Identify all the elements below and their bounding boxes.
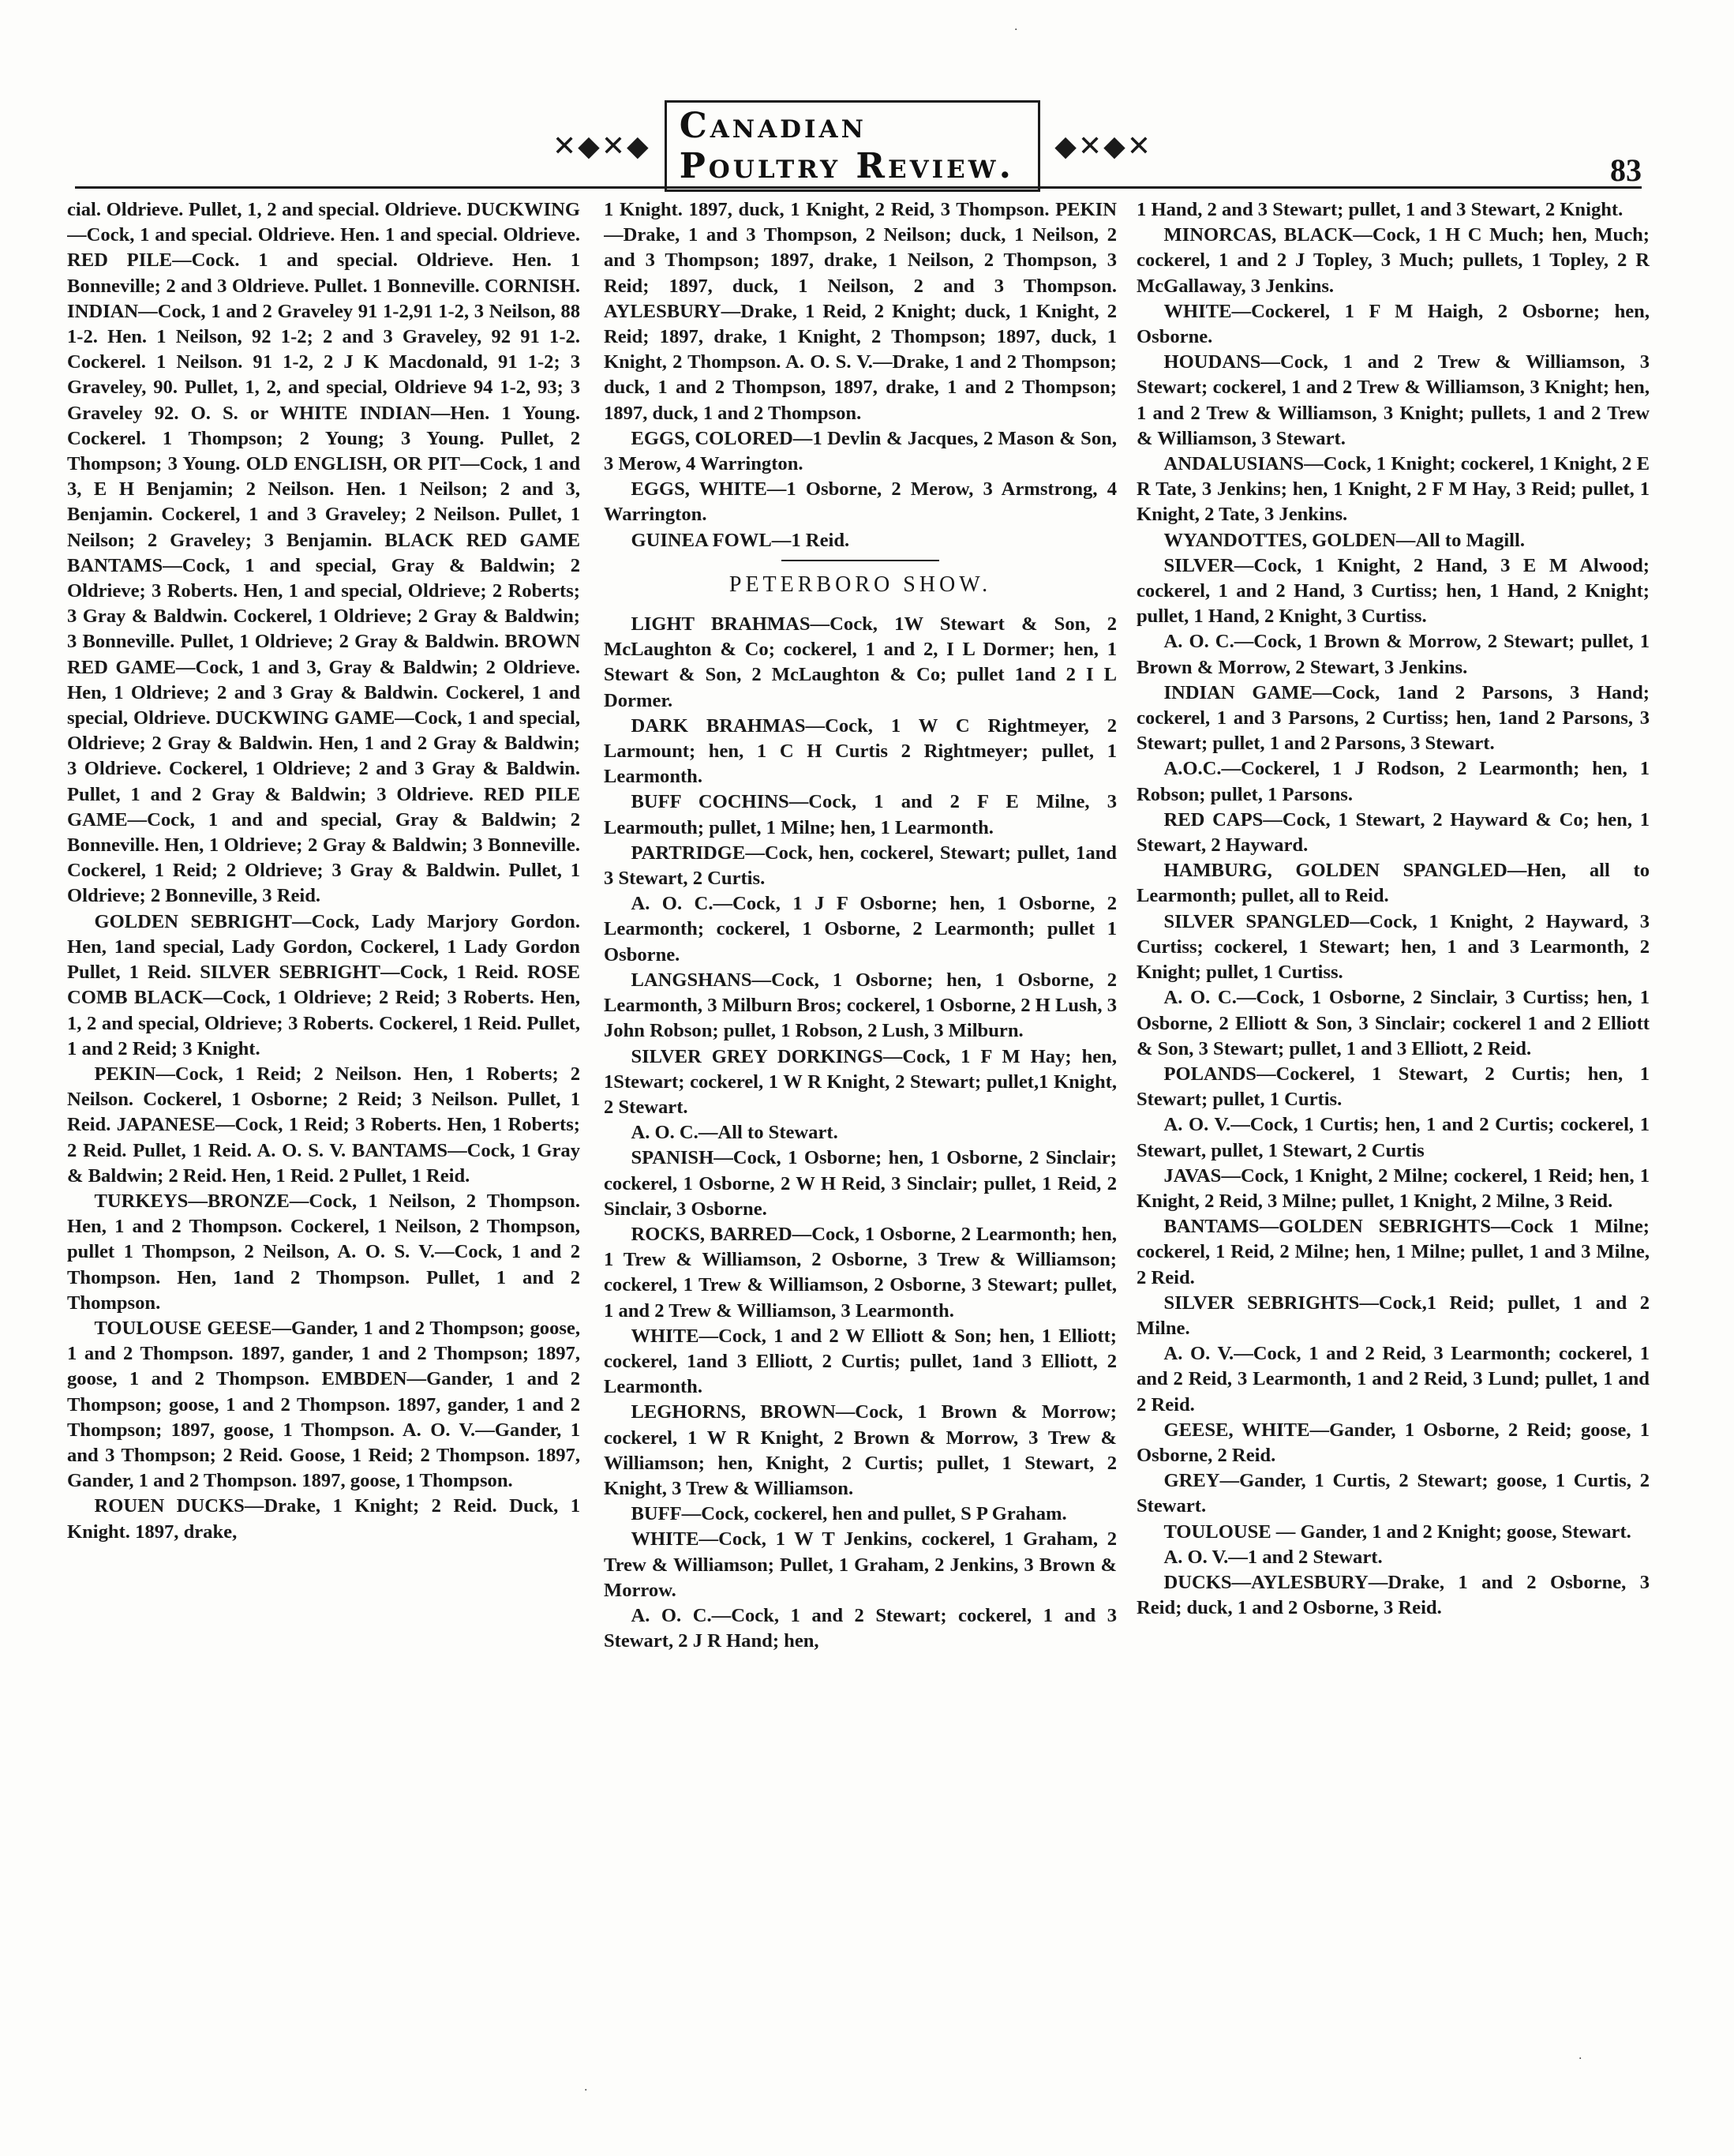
paragraph: A.O.C.—Cockerel, 1 J Rodson, 2 Learmonth; hen, 1 Robson; pullet, 1 Parsons. — [1137, 758, 1650, 805]
paragraph: PARTRIDGE—Cock, hen, cockerel, Stewart; pullet, 1and 3 Stewart, 2 Curtis. — [604, 842, 1117, 890]
paragraph: DUCKS—AYLESBURY—Drake, 1 and 2 Osborne, 3 Reid; duck, 1 and 2 Osborne, 3 Reid. — [1137, 1571, 1650, 1619]
scan-speck-icon: · — [1579, 2053, 1582, 2065]
paragraph: POLANDS—Cockerel, 1 Stewart, 2 Curtis; hen, 1 Stewart; pullet, 1 Curtis. — [1137, 1063, 1650, 1111]
paragraph: LIGHT BRAHMAS—Cock, 1W Stewart & Son, 2 McLaughton & Co; cockerel, 1 and 2, I L Dormer; hen, 1 Stewart & Son, 2 McLaughton & Co; pullet 1and 2 I L Dormer. — [604, 613, 1117, 711]
paragraph: LANGSHANS—Cock, 1 Osborne; hen, 1 Osborne, 2 Learmonth, 3 Milburn Bros; cockerel, 1 Osborne, 2 H Lush, 3 John Robson; pullet, 1 Robson, 2 Lush, 3 Milburn. — [604, 969, 1117, 1042]
paragraph: ROCKS, BARRED—Cock, 1 Osborne, 2 Learmonth; hen, 1 Trew & Williamson, 2 Osborne, 3 Trew & Williamson; cockerel, 1 Trew & Williamson, 2 Osborne, 3 Stewart; pullet, 1 and 2 Trew & Williamson, 3 Learmonth. — [604, 1223, 1117, 1322]
paragraph: A. O. C.—All to Stewart. — [631, 1122, 838, 1144]
paragraph: SPANISH—Cock, 1 Osborne; hen, 1 Osborne, 2 Sinclair; cockerel, 1 Osborne, 2 W H Reid, 3 Sinclair; pullet, 1 Reid, 2 Sinclair, 3 Osborne. — [604, 1147, 1117, 1220]
paragraph: PEKIN—Cock, 1 Reid; 2 Neilson. Hen, 1 Roberts; 2 Neilson. Cockerel, 1 Osborne; 2 Reid; 3 Neilson. Pullet, 1 Reid. JAPANESE—Cock, 1 Reid; 3 Roberts. Hen, 1 Roberts; 2 Reid. Pullet, 1 Reid. A. O. S. V. BANTAMS—Cock, 1 Gray & Baldwin; 2 Reid. Hen, 1 Reid. 2 Pullet, 1 Reid. — [67, 1063, 580, 1187]
paragraph: A. O. C.—Cock, 1 and 2 Stewart; cockerel, 1 and 3 Stewart, 2 J R Hand; hen, — [604, 1604, 1117, 1652]
paragraph: A. O. V.—Cock, 1 and 2 Reid, 3 Learmonth; cockerel, 1 and 2 Reid, 3 Learmonth, 1 and 2 Reid, 3 Lund; pullet, 1 and 2 Reid. — [1137, 1343, 1650, 1415]
paragraph: SILVER GREY DORKINGS—Cock, 1 F M Hay; hen, 1Stewart; cockerel, 1 W R Knight, 2 Stewart; pullet,1 Knight, 2 Stewart. — [604, 1045, 1117, 1118]
paragraph: BUFF COCHINS—Cock, 1 and 2 F E Milne, 3 Learmouth; pullet, 1 Milne; hen, 1 Learmonth. — [604, 791, 1117, 838]
paragraph: HAMBURG, GOLDEN SPANGLED—Hen, all to Learmonth; pullet, all to Reid. — [1137, 860, 1650, 907]
scan-speck-icon: · — [584, 2084, 588, 2097]
paragraph: GEESE, WHITE—Gander, 1 Osborne, 2 Reid; goose, 1 Osborne, 2 Reid. — [1137, 1419, 1650, 1466]
paragraph: TOULOUSE — Gander, 1 and 2 Knight; goose, Stewart. — [1163, 1520, 1631, 1543]
paragraph: EGGS, COLORED—1 Devlin & Jacques, 2 Mason & Son, 3 Merow, 4 Warrington. — [604, 427, 1117, 475]
paragraph: 1 Hand, 2 and 3 Stewart; pullet, 1 and 3 Stewart, 2 Knight. — [1137, 199, 1624, 220]
paragraph: GOLDEN SEBRIGHT—Cock, Lady Marjory Gordon. Hen, 1and special, Lady Gordon, Cockerel, 1 Lady Gordon Pullet, 1 Reid. SILVER SEBRIGHT—Cock, 1 Reid. ROSE COMB BLACK—Cock, 1 Oldrieve; 2 Reid; 3 Roberts. Hen, 1, 2 and special, Oldrieve; 3 Roberts. Cockerel, 1 Reid. Pullet, 1 and 2 Reid; 3 Knight. — [67, 910, 580, 1059]
paragraph: MINORCAS, BLACK—Cock, 1 H C Much; hen, Much; cockerel, 1 and 2 J Topley, 3 Much; pullets, 1 Topley, 2 R McGallaway, 3 Jenkins. — [1137, 224, 1650, 297]
left-ornament-icon: ✕◆✕◆ — [552, 129, 650, 163]
paragraph: A. O. C.—Cock, 1 J F Osborne; hen, 1 Osborne, 2 Learmonth; cockerel, 1 Osborne, 2 Learmonth; pullet 1 Osborne. — [604, 893, 1117, 966]
paragraph: JAVAS—Cock, 1 Knight, 2 Milne; cockerel, 1 Reid; hen, 1 Knight, 2 Reid, 3 Milne; pullet, 1 Knight, 2 Milne, 3 Reid. — [1137, 1164, 1650, 1212]
paragraph: A. O. C.—Cock, 1 Osborne, 2 Sinclair, 3 Curtiss; hen, 1 Osborne, 2 Elliott & Son, 3 Sinclair; cockerel 1 and 2 Elliott & Son, 3 Stewart; pullet, 1 and 3 Elliott, 2 Reid. — [1137, 987, 1650, 1059]
section-divider — [781, 560, 939, 561]
paragraph: EGGS, WHITE—1 Osborne, 2 Merow, 3 Armstrong, 4 Warrington. — [604, 478, 1117, 526]
paragraph: SILVER SEBRIGHTS—Cock,1 Reid; pullet, 1 and 2 Milne. — [1137, 1292, 1650, 1339]
paragraph: 1 Knight. 1897, duck, 1 Knight, 2 Reid, 3 Thompson. PEKIN—Drake, 1 and 3 Thompson, 2 Neilson; duck, 1 Neilson, 2 and 3 Thompson; 1897, drake, 1 Neilson, 2 Thompson, 3 Reid; 1897, duck, 1 Neilson, 2 and 3 Thompson. AYLESBURY—Drake, 1 Reid, 2 Knight; duck, 1 Knight, 2 Reid; 1897, drake, 1 Knight, 2 Thompson; 1897, duck, 1 Knight, 2 Thompson. A. O. S. V.—Drake, 1 and 2 Thompson; duck, 1 and 2 Thompson, 1897, drake, 1 and 2 Thompson; 1897, duck, 1 and 2 Thompson. — [604, 199, 1117, 424]
paragraph: WHITE—Cock, 1 W T Jenkins, cockerel, 1 Graham, 2 Trew & Williamson; Pullet, 1 Graham, 2 Jenkins, 3 Brown & Morrow. — [604, 1528, 1117, 1601]
masthead — [552, 106, 1152, 186]
paragraph: WYANDOTTES, GOLDEN—All to Magill. — [1163, 529, 1525, 551]
paragraph: LEGHORNS, BROWN—Cock, 1 Brown & Morrow; cockerel, 1 W R Knight, 2 Brown & Morrow, 3 Trew & Williamson; hen, Knight, 2 Curtis; pullet, 1 Stewart, 2 Knight, 3 Trew & Williamson. — [604, 1401, 1117, 1499]
paragraph: SILVER SPANGLED—Cock, 1 Knight, 2 Hayward, 3 Curtiss; cockerel, 1 Stewart; hen, 1 and 3 Learmonth, 2 Knight; pullet, 1 Curtiss. — [1137, 910, 1650, 984]
show-heading: PETERBORO SHOW. — [728, 572, 992, 597]
column-left — [67, 197, 580, 2076]
paragraph: BUFF—Cock, cockerel, hen and pullet, S P Graham. — [631, 1503, 1067, 1525]
paragraph: A. O. V.—1 and 2 Stewart. — [1163, 1546, 1383, 1568]
masthead-title: Canadian Poultry Review. — [665, 100, 1041, 192]
page-number: 83 — [1610, 152, 1642, 188]
paragraph: GREY—Gander, 1 Curtis, 2 Stewart; goose, 1 Curtis, 2 Stewart. — [1137, 1470, 1650, 1517]
paragraph: TURKEYS—BRONZE—Cock, 1 Neilson, 2 Thompson. Hen, 1 and 2 Thompson. Cockerel, 1 Neilson, 2 Thompson, pullet 1 Thompson, 2 Neilson, A. O. S. V.—Cock, 1 and 2 Thompson. Hen, 1and 2 Thompson. Pullet, 1 and 2 Thompson. — [67, 1190, 580, 1314]
paragraph: A. O. C.—Cock, 1 Brown & Morrow, 2 Stewart; pullet, 1 Brown & Morrow, 2 Stewart, 3 Jenkins. — [1137, 631, 1650, 678]
header-rule — [75, 186, 1642, 189]
paragraph: SILVER—Cock, 1 Knight, 2 Hand, 3 E M Alwood; cockerel, 1 and 2 Hand, 3 Curtiss; hen, 1 Hand, 2 Knight; pullet, 1 Hand, 2 Knight, 3 Curtiss. — [1137, 554, 1650, 628]
paragraph: DARK BRAHMAS—Cock, 1 W C Rightmeyer, 2 Larmount; hen, 1 C H Curtis 2 Rightmeyer; pullet, 1 Learmonth. — [604, 714, 1117, 788]
paragraph: BANTAMS—GOLDEN SEBRIGHTS—Cock 1 Milne; cockerel, 1 Reid, 2 Milne; hen, 1 Milne; pullet, 1 and 3 Milne, 2 Reid. — [1137, 1216, 1650, 1288]
column-right — [1137, 197, 1650, 2076]
paragraph: HOUDANS—Cock, 1 and 2 Trew & Williamson, 3 Stewart; cockerel, 1 and 2 Trew & Williamson, 3 Knight; hen, 1 and 2 Trew & Williamson, 3 Knight; pullets, 1 and 2 Trew & Williamson, 3 Stewart. — [1137, 351, 1650, 449]
right-ornament-icon: ◆✕◆✕ — [1054, 129, 1152, 163]
scan-speck-icon: · — [1014, 24, 1018, 36]
paragraph: TOULOUSE GEESE—Gander, 1 and 2 Thompson; goose, 1 and 2 Thompson. 1897, gander, 1 and 2 Thompson; 1897, goose, 1 and 2 Thompson. EMBDEN—Gander, 1 and 2 Thompson; goose, 1 and 2 Thompson. 1897, gander, 1 and 2 Thompson; 1897, goose, 1 Thompson. A. O. V.—Gander, 1 and 3 Thompson; 2 Reid. Goose, 1 Reid; 2 Thompson. 1897, Gander, 1 and 2 Thompson. 1897, goose, 1 Thompson. — [67, 1317, 580, 1492]
paragraph: cial. Oldrieve. Pullet, 1, 2 and special. Oldrieve. DUCKWING—Cock, 1 and special. Oldrieve. Hen. 1 and special. Oldrieve. RED PILE—Cock. 1 and special. Oldrieve. Hen. 1 Bonneville; 2 and 3 Oldrieve. Pullet. 1 Bonneville. CORNISH. INDIAN—Cock, 1 and 2 Graveley 91 1-2,91 1-2, 3 Neilson, 88 1-2. Hen. 1 Neilson, 92 1-2; 2 and 3 Graveley, 92 91 1-2. Cockerel. 1 Neilson. 91 1-2, 2 J K Macdonald, 91 1-2; 3 Graveley, 90. Pullet, 1, 2, and special, Oldrieve 94 1-2, 93; 3 Graveley 92. O. S. or WHITE INDIAN—Hen. 1 Young. Cockerel. 1 Thompson; 2 Young; 3 Young. Pullet, 2 Thompson; 3 Young. OLD ENGLISH, OR PIT—Cock, 1 and 3, E H Benjamin; 2 Neilson. Hen. 1 Neilson; 2 and 3, Benjamin. Cockerel, 1 and 3 Graveley; 2 Neilson. Pullet, 1 Neilson; 2 Graveley; 3 Benjamin. BLACK RED GAME BANTAMS—Cock, 1 and special, Gray & Baldwin; 2 Oldrieve; 3 Roberts. Hen, 1 and special, Oldrieve; 2 Roberts; 3 Gray & Baldwin. Cockerel, 1 Oldrieve; 2 Gray & Baldwin; 3 Bonneville. Pullet, 1 Oldrieve; 2 Gray & Baldwin. BROWN RED GAME—Cock, 1 and 3, Gray & Baldwin; 2 Oldrieve. Hen, 1 Oldrieve; 2 and 3 Gray & Baldwin. Cockerel, 1 and special, Oldrieve. DUCKWING GAME—Cock, 1 and special, Oldrieve; 2 Gray & Baldwin. Hen, 1 and 2 Gray & Baldwin; 3 Oldrieve. Cockerel, 1 Oldrieve; 2 and 3 Gray & Baldwin. Pullet, 1 and 2 Gray & Baldwin; 3 Oldrieve. RED PILE GAME—Cock, 1 and and special, Gray & Baldwin; 2 Bonneville. Hen, 1 Oldrieve; 2 Gray & Baldwin; 3 Bonneville. Cockerel, 1 Reid; 2 Oldrieve; 3 Gray & Baldwin. Pullet, 1 Oldrieve; 2 Bonneville, 3 Reid. — [67, 199, 580, 907]
paragraph: ANDALUSIANS—Cock, 1 Knight; cockerel, 1 Knight, 2 E R Tate, 3 Jenkins; hen, 1 Knight, 2 F M Hay, 3 Reid; pullet, 1 Knight, 2 Tate, 3 Jenkins. — [1137, 453, 1650, 526]
paragraph: WHITE—Cockerel, 1 F M Haigh, 2 Osborne; hen, Osborne. — [1137, 300, 1650, 348]
paragraph: GUINEA FOWL—1 Reid. — [631, 529, 850, 551]
paragraph: RED CAPS—Cock, 1 Stewart, 2 Hayward & Co; hen, 1 Stewart, 2 Hayward. — [1137, 808, 1650, 857]
paragraph: A. O. V.—Cock, 1 Curtis; hen, 1 and 2 Curtis; cockerel, 1 Stewart, pullet, 1 Stewart, 2 Curtis — [1137, 1114, 1650, 1161]
paragraph: INDIAN GAME—Cock, 1and 2 Parsons, 3 Hand; cockerel, 1 and 3 Parsons, 2 Curtiss; hen, 1and 2 Parsons, 3 Stewart; pullet, 1 and 2 Parsons, 3 Stewart. — [1137, 681, 1650, 755]
column-middle — [604, 197, 1117, 2076]
paragraph: ROUEN DUCKS—Drake, 1 Knight; 2 Reid. Duck, 1 Knight. 1897, drake, — [67, 1495, 580, 1543]
paragraph: WHITE—Cock, 1 and 2 W Elliott & Son; hen, 1 Elliott; cockerel, 1and 3 Elliott, 2 Curtis; pullet, 1and 3 Elliott, 2 Learmonth. — [604, 1325, 1117, 1398]
